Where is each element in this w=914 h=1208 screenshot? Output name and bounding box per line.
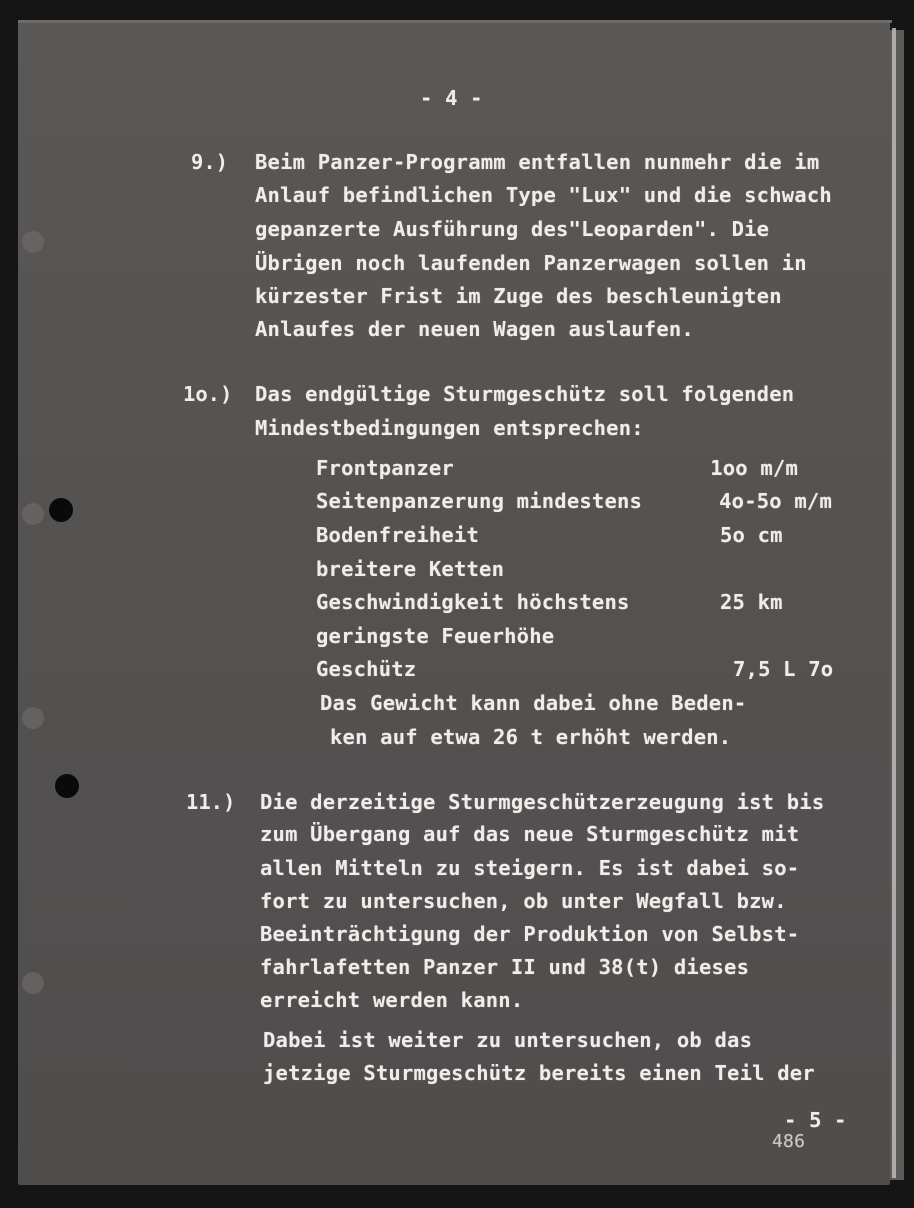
- requirement-name: geringste Feuerhöhe: [316, 624, 555, 648]
- page-top-edge: [18, 20, 892, 23]
- punch-hole-ghost: [22, 503, 44, 525]
- item-11-line: fort zu untersuchen, ob unter Wegfall bzw.: [260, 889, 787, 913]
- requirement-name: breitere Ketten: [316, 557, 505, 581]
- item-10-note-line: ken auf etwa 26 t erhöht werden.: [330, 725, 732, 749]
- requirement-value: 5o cm: [720, 523, 783, 547]
- item-11-continuation-line: jetzige Sturmgeschütz bereits einen Teil der: [263, 1061, 815, 1085]
- requirement-name: Seitenpanzerung mindestens: [316, 489, 643, 513]
- page-right-edge: [892, 28, 896, 1178]
- punch-hole-ghost: [22, 972, 44, 994]
- item-9-line: kürzester Frist im Zuge des beschleunigten: [255, 284, 782, 308]
- punch-hole-ghost: [22, 231, 44, 253]
- item-9-line: Anlauf befindlichen Type "Lux" und die schwach: [255, 183, 832, 207]
- item-9-line: Anlaufes der neuen Wagen auslaufen.: [255, 317, 694, 341]
- item-11-line: Beeinträchtigung der Produktion von Selbst-: [260, 922, 800, 946]
- item-11-line: zum Übergang auf das neue Sturmgeschütz mit: [260, 822, 800, 846]
- page-number-header: - 4 -: [420, 86, 483, 110]
- item-11-continuation-line: Dabei ist weiter zu untersuchen, ob das: [263, 1028, 753, 1052]
- item-9-line: gepanzerte Ausführung des"Leoparden". Die: [255, 217, 770, 241]
- requirement-value: 4o-5o m/m: [719, 489, 832, 513]
- item-10-line: Das endgültige Sturmgeschütz soll folgenden: [255, 382, 795, 406]
- item-11-line: allen Mitteln zu steigern. Es ist dabei so-: [260, 856, 800, 880]
- requirement-value: 7,5 L 7o: [733, 657, 834, 681]
- item-9-label: 9.): [191, 150, 229, 174]
- item-11-line: fahrlafetten Panzer II und 38(t) dieses: [260, 955, 750, 979]
- item-9-line: Übrigen noch laufenden Panzerwagen sollen in: [255, 251, 807, 275]
- folio-number: 486: [772, 1131, 806, 1152]
- item-10-line: Mindestbedingungen entsprechen:: [255, 416, 644, 440]
- punch-hole: [49, 498, 73, 522]
- punch-hole: [55, 774, 79, 798]
- item-9-line: Beim Panzer-Programm entfallen nunmehr die im: [255, 150, 820, 174]
- requirement-value: 1oo m/m: [710, 456, 798, 480]
- item-11-line: erreicht werden kann.: [260, 988, 524, 1012]
- item-11-line: Die derzeitige Sturmgeschützerzeugung ist bis: [260, 790, 825, 814]
- item-10-label: 1o.): [183, 382, 233, 406]
- requirement-value: 25 km: [720, 590, 783, 614]
- punch-hole-ghost: [22, 707, 44, 729]
- item-10-note-line: Das Gewicht kann dabei ohne Beden-: [320, 691, 747, 715]
- item-11-label: 11.): [186, 790, 236, 814]
- next-page-number: - 5 -: [784, 1108, 847, 1132]
- requirement-name: Geschwindigkeit höchstens: [316, 590, 630, 614]
- requirement-name: Frontpanzer: [316, 456, 454, 480]
- requirement-name: Geschütz: [316, 657, 417, 681]
- requirement-name: Bodenfreiheit: [316, 523, 480, 547]
